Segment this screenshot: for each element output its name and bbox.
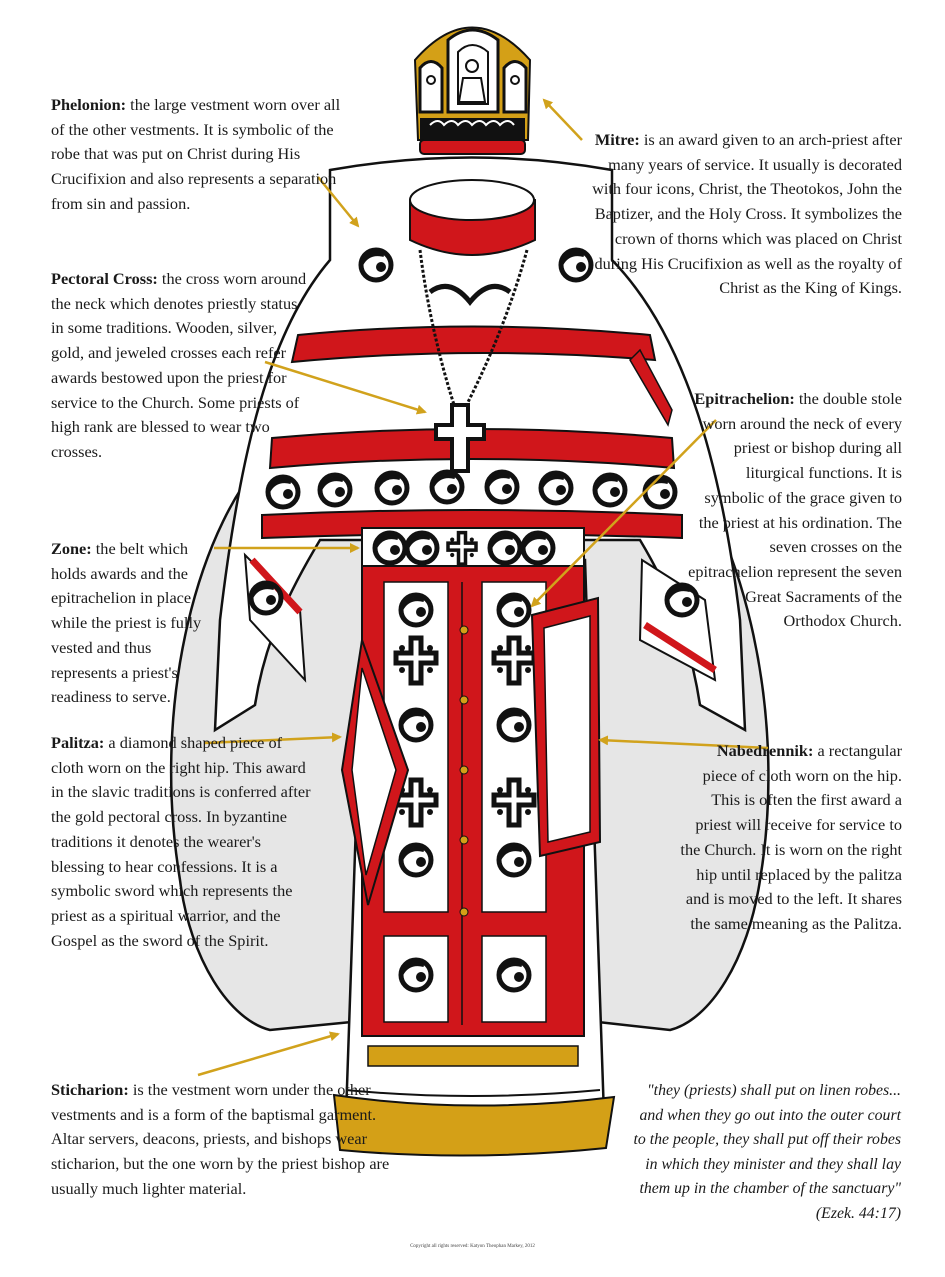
label-term: Nabedrennik: — [716, 741, 814, 760]
label-nabedrennik — [680, 739, 902, 937]
label-sticharion — [51, 1078, 411, 1202]
label-text: is the vestment worn under the other vestments and is a form of the baptismal garment. Altar servers, deacons, priests, and bishops wear sticharion, but the one worn by the priest bishop are usually much lighter material. — [51, 1080, 390, 1198]
label-text: the large vestment worn over all of the other vestments. It is symbolic of the robe that was put on Christ during His Crucifixion and also represents a separation from sin and passion. — [51, 95, 341, 213]
quote-line: "they (priests) shall put on linen robes... — [647, 1082, 901, 1099]
quote-line: in which they minister and they shall lay — [645, 1155, 901, 1173]
label-term: Sticharion: — [51, 1080, 129, 1099]
quote-reference: (Ezek. 44:17) — [815, 1204, 901, 1222]
label-phelonion — [51, 93, 343, 217]
label-text: the belt which holds awards and the epitrachelion in place while the priest is fully vested and thus represents a priest's readiness to serve. — [51, 539, 202, 707]
label-pectoral-cross — [51, 267, 307, 465]
scripture-quote — [581, 1079, 901, 1227]
quote-line: and when they go out into the outer court — [639, 1106, 901, 1124]
arrow-sticharion — [198, 1034, 338, 1075]
label-zone — [51, 537, 221, 710]
label-text: is an award given to an arch-priest after many years of service. It usually is decorated with four icons, Christ, the Theotokos, John the Baptizer, and the Holy Cross. It symbolizes the crown of thorns which was placed on Christ during His Crucifixion as well as the royalty of Christ as the King of Kings. — [592, 130, 902, 298]
quote-line: them up in the chamber of the sanctuary" — [639, 1180, 901, 1198]
label-term: Zone: — [51, 539, 92, 558]
mitre — [415, 28, 530, 155]
label-text: a diamond shaped piece of cloth worn on the right hip. This award in the slavic traditions is conferred after the gold pectoral cross. In byzantine traditions it denotes the wearer's blessing to hear confessions. It is a symbolic sword which represents the priest as a spiritual warrior, and the Gospel as the sword of the Spirit. — [51, 733, 311, 950]
label-palitza — [51, 731, 317, 953]
copyright-notice: Copyright all rights reserved: Katyon Theophan Markey, 2012 — [410, 1244, 535, 1249]
nabedrennik — [532, 598, 600, 856]
label-text: the cross worn around the neck which denotes priestly status in some traditions. Wooden, silver, gold, and jeweled crosses each refer awards bestowed upon the priest for service to the Church. Some priests of high rank are blessed to wear two crosses. — [51, 269, 307, 461]
label-term: Mitre: — [594, 130, 640, 149]
zone — [362, 528, 584, 568]
label-term: Pectoral Cross: — [51, 269, 158, 288]
arrow-mitre — [544, 100, 582, 140]
label-epitrachelion — [684, 387, 902, 634]
label-term: Phelonion: — [51, 95, 127, 114]
quote-line: to the people, they shall put off their robes — [633, 1131, 901, 1149]
label-text: the double stole worn around the neck of every priest or bishop during all liturgical functions. It is symbolic of the grace given to the priest at his ordination. The seven crosses on the epitrachelion represent the seven Great Sacraments of the Orthodox Church. — [688, 389, 902, 631]
label-mitre — [580, 128, 902, 301]
label-term: Palitza: — [51, 733, 105, 752]
label-text: a rectangular piece of cloth worn on the hip. This is often the first award a priest will receive for service to the Church. It is worn on the right hip until replaced by the palitza and is moved to the left. It shares the same meaning as the Palitza. — [680, 741, 902, 933]
label-term: Epitrachelion: — [694, 389, 795, 408]
